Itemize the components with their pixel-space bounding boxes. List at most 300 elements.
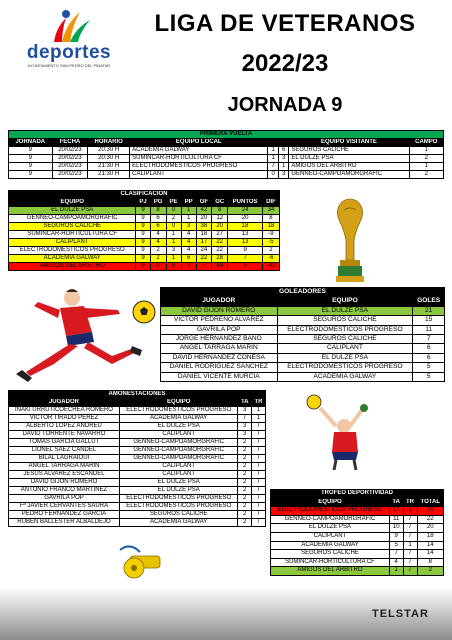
standings-cell: 9 [136,215,150,223]
ball-brand-label: TELSTAR [372,608,429,620]
fair-play-cell: ELECTRODOMESTICOS PROGRESO [271,507,390,516]
caution-cell: / [251,511,265,519]
column-header: PUNTOS [228,199,263,207]
standings-row [9,223,280,231]
caution-cell: 2 [238,487,252,495]
fixture-cell: 20/02/23 [52,155,88,163]
scorer-row [161,335,445,344]
fair-play-cell: 10 [389,524,403,533]
standings-cell: -42 [262,263,279,271]
fixture-cell: 21:30 H [88,163,130,171]
fair-play-table [270,489,444,576]
standings-cell: 4 [150,239,166,247]
caution-cell: / [251,447,265,455]
fixture-cell: 1 [268,155,278,163]
caution-cell: 3 [238,407,252,415]
caution-cell: CALIPLANT [119,431,238,439]
standings-cell: 34 [262,207,279,215]
fixture-row [9,155,444,163]
column-header [268,139,278,147]
column-header: PJ [136,199,150,207]
standings-cell: 2 [166,215,181,223]
scorers-section-row [161,288,445,297]
fair-play-cell: 11 [389,515,403,524]
scorer-row [161,372,445,381]
caution-cell: LIONEL SAEZ CANDEL [9,447,120,455]
standings-cell: CALIPLANT [9,239,136,247]
logo-brand: deportes [26,42,112,63]
fixture-cell: EL DULZE PSA [289,155,409,163]
caution-row [9,479,266,487]
fair-play-cell: 2 [417,567,443,576]
fixture-cell: 20/02/23 [52,147,88,155]
caution-cell: RUBEN BALLESTER ALBALDEJO [9,519,120,527]
fair-play-cell: 14 [417,541,443,550]
standings-cell: 0 [228,263,263,271]
standings-cell: 0 [150,263,166,271]
world-cup-trophy-icon [320,196,380,288]
caution-cell: PEDRO FERNANDEZ GARCIA [9,511,120,519]
fair-play-cell: SUMINCAR-HORTICULTURA CF [271,558,390,567]
standings-cell: 22 [196,255,211,263]
scorer-row [161,363,445,372]
standings-cell: 4 [181,247,196,255]
whistle-icon [110,538,172,588]
column-header: GOLES [413,297,445,306]
standings-cell: 20 [212,223,228,231]
season-title: 2022/23 [241,50,329,77]
fair-play-cell: / [403,558,417,567]
caution-cell: TOMAS GARCIA GALLUT [9,439,120,447]
fixture-cell: 1 [278,163,288,171]
fair-play-cell: 5 [389,541,403,550]
scorer-cell: DAVID GIJON ROMERO [161,306,278,315]
caution-cell: 1 [251,415,265,423]
standings-cell: ELECTRODOMESTICOS PROGRESO [9,247,136,255]
caution-cell: GENNEO-CAMPOAMORGRAFIC [119,455,238,463]
fair-play-cell: 1 [389,567,403,576]
fixture-cell: 9 [9,171,53,179]
caution-row [9,519,266,527]
standings-header-row [9,199,280,207]
fair-play-cell: 8 [417,558,443,567]
fixture-cell: 9 [9,147,53,155]
fair-play-cell: / [403,524,417,533]
scorer-row [161,316,445,325]
scorer-cell: SEGUROS CALICHE [277,316,413,325]
column-header: JORNADA [9,139,53,147]
column-header: HORARIO [88,139,130,147]
scorer-cell: 15 [413,316,445,325]
standings-row [9,207,280,215]
caution-row [9,439,266,447]
caution-cell: GENNEO-CAMPOAMORGRAFIC [119,447,238,455]
scorer-cell: 11 [413,325,445,334]
column-header: EQUIPO LOCAL [130,139,268,147]
scorer-row [161,325,445,334]
standings-cell: 7 [196,263,211,271]
standings-cell: -6 [262,255,279,263]
standings-cell: 9 [136,239,150,247]
caution-cell: CALIPLANT [119,471,238,479]
scorer-cell: EL DULZE PSA [277,306,413,315]
scorer-cell: 6 [413,353,445,362]
scorer-row [161,344,445,353]
caution-cell: 2 [238,471,252,479]
standings-cell: 49 [212,263,228,271]
scorer-cell: CALIPLANT [277,344,413,353]
standings-row [9,255,280,263]
caution-cell: 2 [238,463,252,471]
caution-cell: ANTONIO FRANCO MARTINEZ [9,487,120,495]
column-header: JUGADOR [161,297,278,306]
standings-row [9,239,280,247]
fair-play-cell: 9 [389,532,403,541]
cautions-header-row [9,399,266,407]
caution-row [9,463,266,471]
column-header: PG [150,199,166,207]
scorer-cell: DANIEL VICENTE MURCIA [161,372,278,381]
fixture-row [9,171,444,179]
standings-cell: 28 [212,255,228,263]
fair-play-cell: EL DULZE PSA [271,524,390,533]
caution-row [9,511,266,519]
scorer-cell: 21 [413,306,445,315]
fair-play-section-row [271,490,444,499]
standings-cell: 6 [150,215,166,223]
column-header: GC [212,199,228,207]
caution-cell: ALBERTO LOPEZ ANDREU [9,423,120,431]
caution-cell: / [251,503,265,511]
fair-play-cell: 17 [389,507,403,516]
scorer-cell: 5 [413,363,445,372]
standings-cell: 13 [228,239,263,247]
caution-cell: EL DULZE PSA [119,479,238,487]
standings-cell: 8 [150,207,166,215]
fixture-cell: 3 [278,171,288,179]
standings-section-row [9,191,280,199]
standings-cell: 12 [212,215,228,223]
standings-cell: 9 [136,255,150,263]
caution-cell: CALIPLANT [119,463,238,471]
scorer-cell: 6 [413,344,445,353]
fair-play-row [271,524,444,533]
scorer-cell: JORGE HERNANDEZ BAÑO [161,335,278,344]
scorer-cell: ACADEMIA GALWAY [277,372,413,381]
section-title: AMONESTACIONES [9,391,266,399]
section-title: CLASIFICACION [9,191,280,199]
caution-cell: GAVRILA POP [9,495,120,503]
standings-cell: GENNEO-CAMPOAMORGRAFIC [9,215,136,223]
fair-play-cell: 1 [403,507,417,516]
column-header: EQUIPO VISITANTE [289,139,409,147]
column-header: PE [166,199,181,207]
fixture-cell: CALIPLANT [130,171,268,179]
fixture-row [9,163,444,171]
fair-play-cell: SEGUROS CALICHE [271,550,390,559]
fixture-cell: 20:30 H [88,155,130,163]
caution-cell: ANGEL TARRAGA MARIN [9,463,120,471]
standings-row [9,215,280,223]
fixture-cell: 1 [409,147,443,155]
fixtures-section-row [9,131,444,139]
standings-cell: 8 [262,215,279,223]
standings-cell: 42 [196,207,211,215]
goalkeeper-icon [300,392,380,472]
standings-cell: 9 [136,247,150,255]
standings-cell: ACADEMIA GALWAY [9,255,136,263]
column-header: JUGADOR [9,399,120,407]
caution-cell: DAVID GIJON ROMERO [9,479,120,487]
round-title: JORNADA 9 [227,94,343,116]
column-header: TA [238,399,252,407]
fair-play-row [271,541,444,550]
fair-play-row [271,532,444,541]
scorer-cell: DANIEL RODRIGUEZ SANCHEZ [161,363,278,372]
standings-cell: 6 [181,255,196,263]
fair-play-cell: 1 [403,541,417,550]
fair-play-row [271,567,444,576]
standings-cell: 0 [166,263,181,271]
fair-play-row [271,507,444,516]
caution-row [9,471,266,479]
standings-cell: 20 [228,215,263,223]
page-title: LIGA DE VETERANOS [154,10,416,37]
caution-row [9,487,266,495]
fair-play-cell: 7 [389,550,403,559]
section-title: PRIMERA VUELTA [9,131,444,139]
fixture-cell: 20/02/23 [52,171,88,179]
cautions-table [8,390,266,527]
column-header: DIF [262,199,279,207]
scorer-cell: GAVRILA POP [161,325,278,334]
top-scorers-table [160,287,445,382]
fair-play-cell: 14 [417,550,443,559]
column-header [278,139,288,147]
caution-cell: / [251,439,265,447]
caution-cell: 2 [238,455,252,463]
standings-row [9,231,280,239]
column-header: TA [389,498,403,507]
standings-cell: 1 [166,231,181,239]
caution-cell: JESUS ALVAREZ ESCANDEL [9,471,120,479]
standings-table [8,190,280,271]
standings-cell: 9 [136,223,150,231]
caution-row [9,423,266,431]
caution-cell: / [251,495,265,503]
caution-cell: VICTOR TIRADO PEREZ [9,415,120,423]
standings-row [9,263,280,271]
standings-cell: 27 [212,231,228,239]
caution-cell: 2 [238,503,252,511]
fixture-cell: 9 [9,155,53,163]
standings-cell: 9 [136,231,150,239]
soccer-ball-icon [132,300,156,324]
standings-cell: 18 [196,231,211,239]
fair-play-row [271,550,444,559]
column-header: TR [403,498,417,507]
column-header: CAMPO [409,139,443,147]
caution-cell: / [251,487,265,495]
caution-cell: / [251,519,265,527]
fair-play-row [271,515,444,524]
standings-row [9,247,280,255]
logo-tagline: AYUNTAMIENTO SAN PEDRO DEL PINATAR [27,63,111,68]
caution-row [9,455,266,463]
caution-cell: 2 [238,439,252,447]
caution-cell: ELECTRODOMESTICOS PROGRESO [119,495,238,503]
standings-cell: SEGUROS CALICHE [9,223,136,231]
fair-play-row [271,558,444,567]
fair-play-cell: / [403,567,417,576]
standings-cell: 22 [212,247,228,255]
caution-cell: ELECTRODOMESTICOS PROGRESO [119,503,238,511]
standings-cell: 18 [228,223,263,231]
standings-cell: EL DULZE PSA [9,207,136,215]
standings-cell: 18 [262,223,279,231]
scorer-cell: VICTOR PEDREÑO ALVAREZ [161,316,278,325]
caution-cell: 3 [238,423,252,431]
standings-cell: 1 [181,207,196,215]
fixture-cell: 21:30 H [88,171,130,179]
fair-play-cell: / [403,532,417,541]
standings-cell: 2 [262,247,279,255]
scorer-cell: EL DULZE PSA [277,353,413,362]
caution-row [9,495,266,503]
caution-row [9,503,266,511]
fixture-cell: 9 [9,163,53,171]
standings-cell: AMIGOS DEL ARBITRO [9,263,136,271]
standings-cell: 4 [181,231,196,239]
caution-cell: ACADEMIA GALWAY [119,519,238,527]
column-header: EQUIPO [277,297,413,306]
caution-cell: 2 [238,479,252,487]
scorers-header-row [161,297,445,306]
fair-play-cell: 20 [417,507,443,516]
fixtures-header-row [9,139,444,147]
fair-play-cell: AMIGOS DEL ARBITRO [271,567,390,576]
caution-cell: 1 [251,407,265,415]
caution-cell: Fª JAVIER CERVANTES SAURA [9,503,120,511]
section-title: TROFEO DEPORTIVIDAD [271,490,444,499]
caution-cell: / [251,471,265,479]
fixture-cell: SUMINCAR-HORTICULTURA CF [130,155,268,163]
standings-cell: 9 [228,247,263,255]
caution-cell: ELECTRODOMESTICOS PROGRESO [119,407,238,415]
standings-cell: 2 [150,255,166,263]
fixtures-table [8,130,444,179]
standings-cell: 24 [228,207,263,215]
fixture-cell: 2 [409,171,443,179]
standings-cell: 1 [166,239,181,247]
column-header: GF [196,199,211,207]
scorer-cell: 5 [413,372,445,381]
fair-play-header-row [271,498,444,507]
caution-cell: / [251,431,265,439]
caution-row [9,415,266,423]
standings-cell: 3 [181,223,196,231]
standings-cell: 20 [196,215,211,223]
caution-cell: / [238,415,252,423]
scorer-cell: ELECTRODOMESTICOS PROGRESO [277,325,413,334]
scorer-row [161,353,445,362]
column-header: EQUIPO [9,199,136,207]
fixture-cell: AMIGOS DEL ARBITRO [289,163,409,171]
section-title: GOLEADORES [161,288,445,297]
standings-cell: 6 [150,223,166,231]
fixture-cell: ACADEMIA GALWAY [130,147,268,155]
standings-cell: -5 [262,239,279,247]
cautions-section-row [9,391,266,399]
fixture-cell: 1 [268,147,278,155]
standings-cell: -9 [262,231,279,239]
scorer-cell: ELECTRODOMESTICOS PROGRESO [277,363,413,372]
fixture-cell: 3 [278,155,288,163]
fair-play-cell: ACADEMIA GALWAY [271,541,390,550]
standings-cell: 2 [150,247,166,255]
standings-cell: 4 [181,239,196,247]
caution-cell: ACADEMIA GALWAY [119,415,238,423]
scorer-cell: DAVID HERNANDEZ CONESA [161,353,278,362]
standings-cell: 7 [228,255,263,263]
column-header: EQUIPO [119,399,238,407]
fixture-row [9,147,444,155]
caution-cell: 2 [238,511,252,519]
standings-cell: 9 [181,263,196,271]
standings-cell: 0 [166,207,181,215]
caution-cell: 2 [238,447,252,455]
caution-cell: / [251,455,265,463]
standings-cell: 13 [228,231,263,239]
caution-cell: 2 [238,495,252,503]
fixture-cell: 20/02/23 [52,163,88,171]
standings-cell: 8 [212,207,228,215]
fair-play-cell: CALIPLANT [271,532,390,541]
standings-cell: 22 [212,239,228,247]
caution-cell: 2 [238,519,252,527]
scorer-cell: SEGUROS CALICHE [277,335,413,344]
fixture-cell: 2 [409,155,443,163]
fixture-cell: SEGUROS CALICHE [289,147,409,155]
caution-cell: EL DULZE PSA [119,487,238,495]
standings-cell: 17 [196,239,211,247]
caution-cell: BILAL LAGRAIOUI [9,455,120,463]
fair-play-cell: / [403,550,417,559]
standings-cell: 38 [196,223,211,231]
soccer-player-icon [8,280,158,385]
column-header: PP [181,199,196,207]
standings-cell: 24 [196,247,211,255]
caution-cell: / [251,479,265,487]
fair-play-cell: 4 [389,558,403,567]
caution-cell: SEGUROS CALICHE [119,511,238,519]
caution-row [9,431,266,439]
fixture-cell: 0 [268,171,278,179]
column-header: TR [251,399,265,407]
fair-play-cell: 20 [417,524,443,533]
fixture-cell: 6 [278,147,288,155]
standings-cell: 4 [150,231,166,239]
column-header: FECHA [52,139,88,147]
fixture-cell: GENNEO-CAMPOAMORGRAFIC [289,171,409,179]
fair-play-cell: / [403,515,417,524]
standings-cell: SUMINCAR-HORTICULTURA CF [9,231,136,239]
scorer-row [161,306,445,315]
fixture-cell: 7 [268,163,278,171]
caution-cell: / [251,423,265,431]
caution-cell: DAVID TORRENTE NAVARRO [9,431,120,439]
fixture-cell: ELECTRODOMESTICOS PROGRESO [130,163,268,171]
